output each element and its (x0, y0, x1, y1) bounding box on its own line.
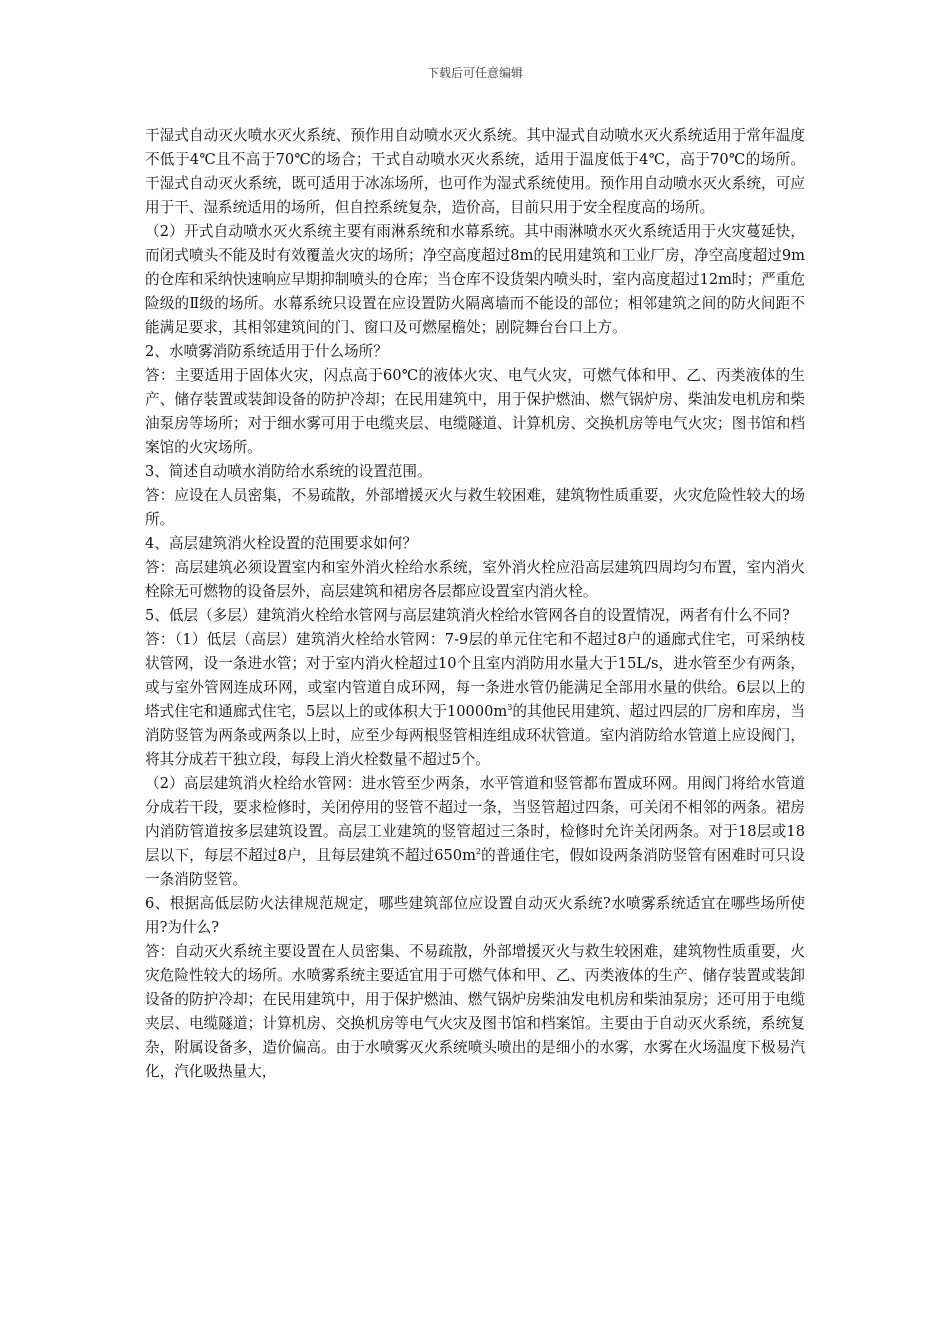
answer-5-part-1-text-a: 答：（1）低层（高层）建筑消火栓给水管网：7-9层的单元住宅和不超过8户的通廊式住宅，可采纳枝状管网，设一条进水管；对于室内消火栓超过10个且室内消防用水量大于15L/s，进水管至少有两条，或与室外管网连成环网，或室内管道自成环网，每一条进水管仍能满足全部用水量的供给。6层以上的塔式住宅和通廊式住宅，5层以上的或体积大于10000m (145, 631, 805, 720)
paragraph-closed-systems: 干湿式自动灭火喷水灭火系统、预作用自动喷水灭火系统。其中湿式自动喷水灭火系统适用于常年温度不低于4℃且不高于70℃的场合；干式自动喷水灭火系统，适用于温度低于4℃，高于70℃的场所。干湿式自动灭火系统，既可适用于冰冻场所，也可作为湿式系统使用。预作用自动喷水灭火系统，可应用于干、湿系统适用的场所，但自控系统复杂，造价高，目前只用于安全程度高的场所。 (145, 127, 805, 216)
question-5: 5、低层（多层）建筑消火栓给水管网与高层建筑消火栓给水管网各自的设置情况，两者有什么不同? (145, 607, 790, 624)
answer-5-part-1-text-b: 的其他民用建筑、超过四层的厂房和库房，当消防竖管为两条或两条以上时，应至少每两根竖管相连组成环状管道。室内消防给水管道上应设阀门，将其分成若干独立段，每段上消火栓数量不超过5个。 (145, 703, 805, 768)
answer-5-part-2-text-a: （2）高层建筑消火栓给水管网：进水管至少两条，水平管道和竖管都布置成环网。用阀门将给水管道分成若干段，要求检修时，关闭停用的竖管不超过一条，当竖管超过四条，可关闭不相邻的两条。裙房内消防管道按多层建筑设置。高层工业建筑的竖管超过三条时，检修时允许关闭两条。对于18层或18层以下，每层不超过8户，且每层建筑不超过650m (145, 775, 805, 864)
answer-4: 答：高层建筑必须设置室内和室外消火栓给水系统，室外消火栓应沿高层建筑四周均匀布置，室内消火栓除无可燃物的设备层外，高层建筑和裙房各层都应设置室内消火栓。 (145, 559, 805, 600)
answer-5-part-1 (145, 628, 805, 772)
superscript-cubic: 3 (507, 703, 513, 713)
document-body (145, 124, 805, 1084)
question-2: 2、水喷雾消防系统适用于什么场所？ (145, 343, 388, 360)
answer-6: 答：自动灭火系统主要设置在人员密集、不易疏散，外部增援灭火与救生较困难，建筑物性质重要，火灾危险性较大的场所。水喷雾系统主要适宜用于可燃气体和甲、乙、丙类液体的生产、储存装置或装卸设备的防护冷却；在民用建筑中，用于保护燃油、燃气锅炉房柴油发电机房和柴油泵房；还可用于电缆夹层、电缆隧道；计算机房、交换机房等电气火灾及图书馆和档案馆。主要由于自动灭火系统，系统复杂，附属设备多，造价偏高。由于水喷雾灭火系统喷头喷出的是细小的水雾，水雾在火场温度下极易汽化，汽化吸热量大， (145, 943, 805, 1080)
page-header: 下载后可任意编辑 (426, 66, 523, 80)
paragraph-open-systems: （2）开式自动喷水灭火系统主要有雨淋系统和水幕系统。其中雨淋喷水灭火系统适用于火灾蔓延快，而闭式喷头不能及时有效覆盖火灾的场所；净空高度超过8m的民用建筑和工业厂房，净空高度超过9m的仓库和采纳快速响应早期抑制喷头的仓库；当仓库不设货架内喷头时，室内高度超过12m时；严重危险级的Ⅱ级的场所。水幕系统只设置在应设置防火隔离墙而不能设的部位；相邻建筑之间的防火间距不能满足要求，其相邻建筑间的门、窗口及可燃屋檐处；剧院舞台台口上方。 (145, 223, 805, 336)
question-6: 6、根据高低层防火法律规范规定，哪些建筑部位应设置自动灭火系统?水喷雾系统适宜在哪些场所使用?为什么? (145, 895, 805, 936)
question-4: 4、高层建筑消火栓设置的范围要求如何？ (145, 535, 417, 552)
question-3: 3、简述自动喷水消防给水系统的设置范围。 (145, 463, 432, 480)
answer-5-part-2 (145, 772, 805, 892)
answer-3: 答：应设在人员密集，不易疏散，外部增援灭火与救生较困难，建筑物性质重要，火灾危险性较大的场所。 (145, 487, 805, 528)
superscript-square: 2 (475, 847, 482, 857)
answer-2: 答：主要适用于固体火灾，闪点高于60℃的液体火灾、电气火灾，可燃气体和甲、乙、丙类液体的生产、储存装置或装卸设备的防护冷却；在民用建筑中，用于保护燃油、燃气锅炉房、柴油发电机房和柴油泵房等场所；对于细水雾可用于电缆夹层、电缆隧道、计算机房、交换机房等电气火灾；图书馆和档案馆的火灾场所。 (145, 367, 805, 456)
answer-5-part-2-text-b: 的普通住宅，假如设两条消防竖管有困难时可只设一条消防竖管。 (145, 847, 805, 888)
